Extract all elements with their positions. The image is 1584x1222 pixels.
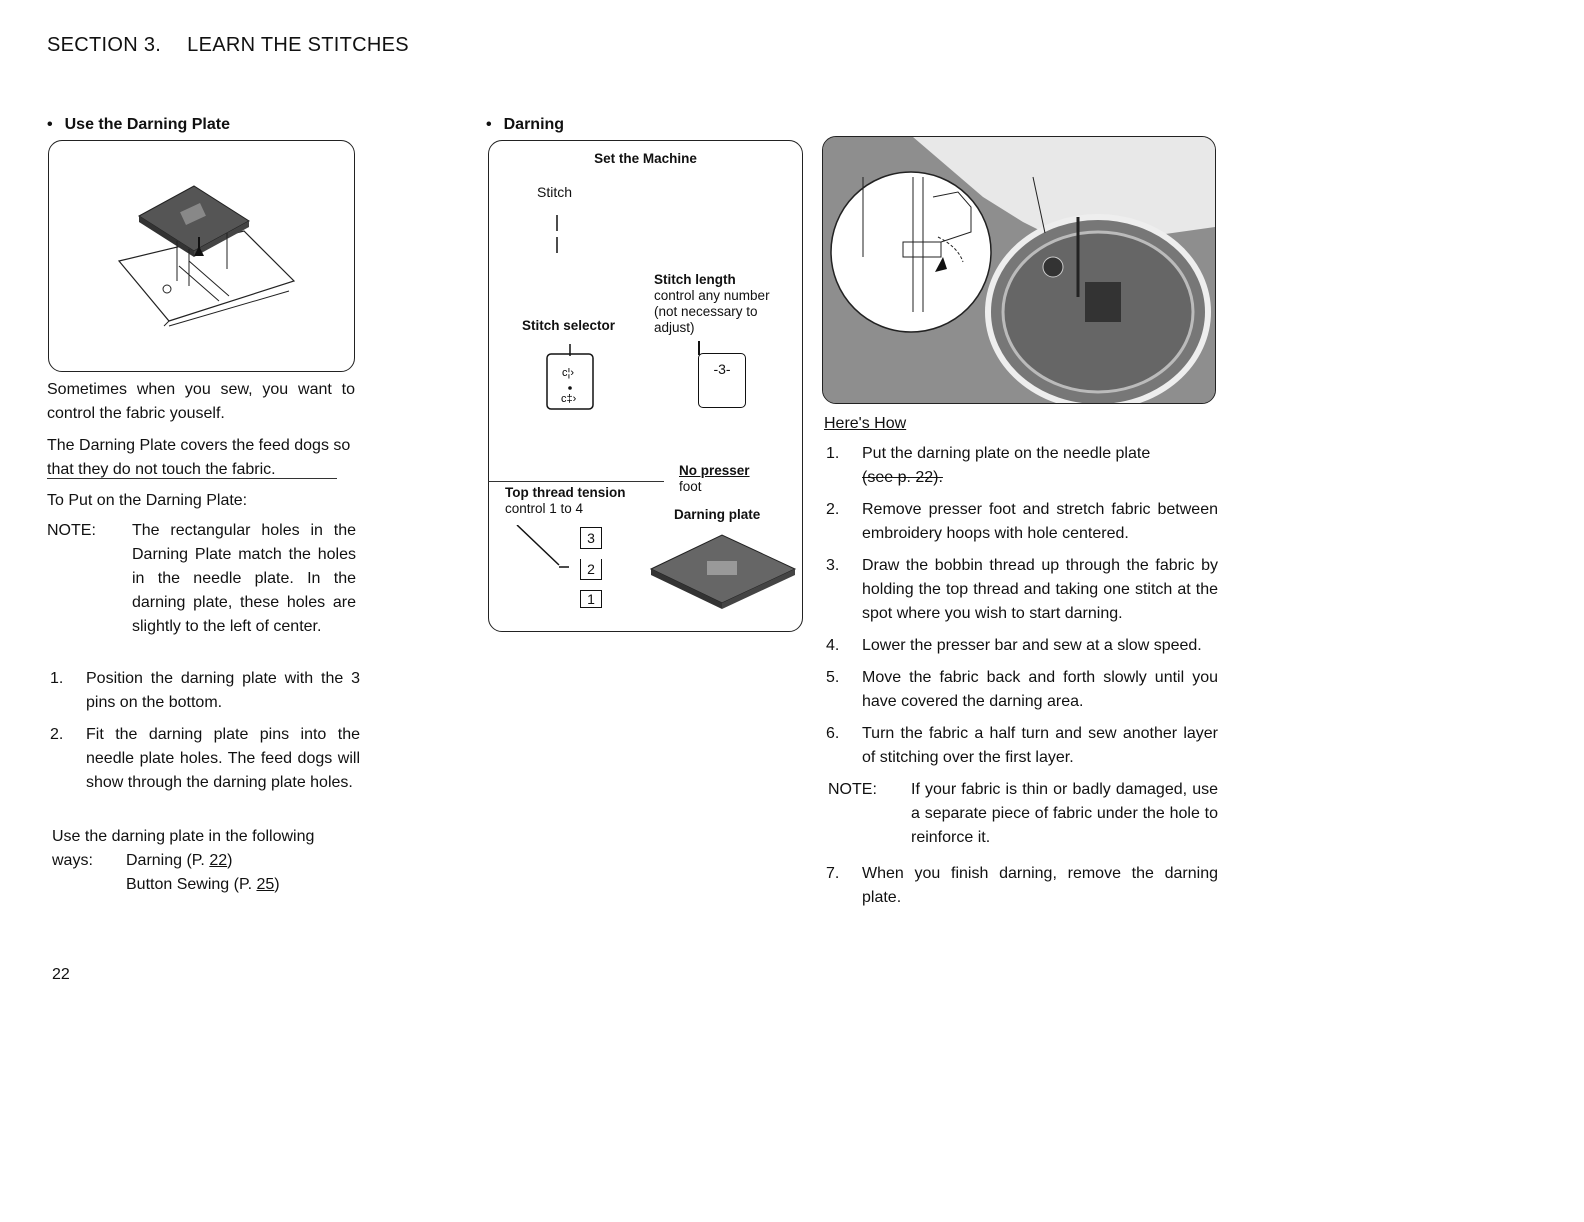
right-steps	[826, 442, 1218, 918]
intro-paragraph-2: The Darning Plate covers the feed dogs so that they do not touch the fabric.	[47, 437, 351, 478]
way-button-sewing: Button Sewing (P. 25)	[126, 876, 280, 893]
middle-heading: • Darning	[486, 116, 564, 134]
stitch-length-label: Stitch length control any number (not necessary to adjust)	[654, 272, 770, 335]
straight-stitch-icon	[549, 211, 569, 261]
box-title: Set the Machine	[594, 151, 697, 166]
section-title: LEARN THE STITCHES	[187, 34, 409, 56]
list-item: 4. Lower the presser bar and sew at a slow speed.	[826, 637, 1202, 654]
stitch-length-dial: -3-	[698, 353, 746, 408]
section-header	[47, 34, 409, 57]
list-item: 1. Position the darning plate with the 3 pins on the bottom.	[50, 670, 360, 711]
tension-value: 2	[580, 559, 602, 580]
heres-how-heading: Here's How	[824, 415, 907, 432]
svg-text:c¦›: c¦›	[562, 367, 575, 379]
darning-plate-illustration	[48, 140, 355, 372]
stitch-selector-dial-icon	[544, 344, 604, 414]
hoop-photo	[822, 136, 1216, 404]
note-label: NOTE:	[47, 522, 96, 539]
tension-value: 3	[580, 527, 602, 549]
darning-plate-icon	[647, 529, 797, 609]
divider	[47, 478, 337, 479]
list-item: 2. Remove presser foot and stretch fabric between embroidery hoops with hole centered.	[826, 501, 1218, 542]
darning-plate-drawing	[49, 141, 354, 371]
stitch-selector-label: Stitch selector	[522, 318, 616, 333]
tension-label: Top thread tension control 1 to 4	[505, 485, 626, 516]
list-item: 6. Turn the fabric a half turn and sew another layer of stitching over the first layer.	[826, 725, 1218, 766]
left-heading: • Use the Darning Plate	[47, 116, 230, 134]
to-put-heading: To Put on the Darning Plate:	[47, 492, 248, 509]
section-number: SECTION 3.	[47, 34, 162, 56]
divider	[488, 481, 664, 482]
left-steps	[50, 667, 360, 803]
tension-scale	[580, 527, 610, 608]
intro-paragraph-1: Sometimes when you sew, you want to control the fabric youself.	[47, 381, 355, 422]
list-item: 2. Fit the darning plate pins into the needle plate holes. The feed dogs will show through the darning plate holes.	[50, 726, 360, 791]
list-item: 1. Put the darning plate on the needle plate (see p. 22).	[826, 445, 1151, 486]
note-text: The rectangular holes in the Darning Plate match the holes in the needle plate. In the darning plate, these holes are slightly to the left of center.	[132, 522, 356, 635]
right-note: NOTE: If your fabric is thin or badly damaged, use a separate piece of fabric under the hole to reinforce it.	[828, 781, 1218, 846]
way-darning: Darning (P. 22)	[126, 852, 233, 869]
darning-plate-label: Darning plate	[674, 507, 761, 522]
no-presser-foot-label: No presser foot	[679, 463, 750, 494]
svg-text:c‡›: c‡›	[561, 393, 577, 405]
list-item: 5. Move the fabric back and forth slowly until you have covered the darning area.	[826, 669, 1218, 710]
list-item: 7. When you finish darning, remove the darning plate.	[826, 865, 1218, 906]
page-link[interactable]: 25	[256, 876, 275, 893]
page-link[interactable]: 22	[209, 852, 228, 869]
page-number: 22	[52, 966, 70, 983]
use-line: Use the darning plate in the following	[52, 828, 315, 845]
tension-value: 1	[580, 590, 602, 608]
list-item: 3. Draw the bobbin thread up through the fabric by holding the top thread and taking one stitch at the spot where you wish to start darning.	[826, 557, 1218, 622]
ways-label: ways:	[52, 852, 93, 869]
set-machine-box	[488, 140, 803, 632]
embroidery-hoop-drawing	[823, 137, 1215, 403]
stitch-label: Stitch	[537, 184, 573, 200]
